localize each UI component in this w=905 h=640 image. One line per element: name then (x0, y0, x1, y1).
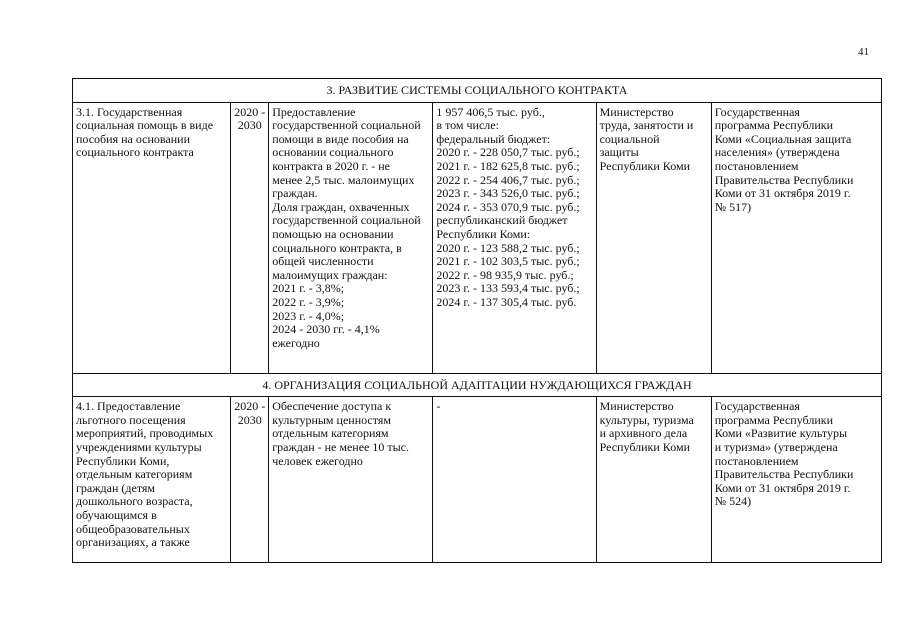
program-line: постановлением (714, 158, 799, 173)
funding-line: 2024 г. - 137 305,4 тыс. руб. (436, 294, 577, 309)
executor-cell (596, 397, 711, 563)
measure-line: мероприятий, проводимых (76, 426, 214, 441)
period-cell (231, 397, 269, 563)
program-line: постановлением (714, 453, 799, 468)
result-line: граждан. (272, 186, 318, 201)
executor-line: защиты (599, 145, 639, 160)
measure-line: социального контракта (76, 145, 194, 160)
program-line: и туризма» (утверждена (714, 439, 838, 454)
result-line: человек ежегодно (272, 453, 363, 468)
measure-line: 3.1. Государственная (76, 104, 183, 119)
result-line: Доля граждан, охваченных (272, 199, 410, 214)
result-line: менее 2,5 тыс. малоимущих (272, 172, 415, 187)
result-line: отдельным категориям (272, 426, 389, 441)
result-line: Обеспечение доступа к (272, 400, 392, 414)
measure-line: льготного посещения (76, 412, 186, 427)
measure-line: учреждениями культуры (76, 439, 202, 454)
funding-line: 1 957 406,5 тыс. руб., (436, 104, 545, 119)
funding-line: 2024 г. - 353 070,9 тыс. руб.; (436, 199, 580, 214)
table-row (73, 102, 882, 373)
result-line: граждан - не менее 10 тыс. (272, 439, 409, 454)
result-line: государственной социальной (272, 118, 421, 133)
funding-line: Республики Коми: (436, 226, 531, 241)
funding-line: 2020 г. - 123 588,2 тыс. руб.; (436, 240, 580, 255)
measure-cell (73, 102, 231, 373)
result-line: 2023 г. - 4,0%; (272, 308, 345, 323)
period-line: 2030 (237, 118, 262, 133)
result-line: малоимущих граждан: (272, 267, 388, 282)
executor-line: культуры, туризма (599, 412, 694, 427)
result-line: помощью на основании (272, 226, 394, 241)
program-line: Коми от 31 октября 2019 г. (714, 186, 851, 201)
program-line: Государственная (714, 400, 800, 414)
period-cell (231, 102, 269, 373)
program-line: Коми «Социальная защита (714, 131, 852, 146)
measure-line: организациях, а также (76, 535, 190, 550)
executor-line: труда, занятости и (599, 118, 694, 133)
result-line: социального контракта, в (272, 240, 402, 255)
measure-line: обучающимся в (76, 507, 157, 522)
result-line: государственной социальной (272, 213, 421, 228)
result-line: 2024 - 2030 гг. - 4,1% (272, 322, 380, 337)
executor-line: Республики Коми (599, 158, 690, 173)
program-line: Правительства Республики (714, 172, 854, 187)
funding-line: - (436, 400, 441, 414)
funding-line: федеральный бюджет: (436, 131, 551, 146)
result-line: общей численности (272, 254, 374, 269)
funding-cell (433, 397, 596, 563)
measure-line: Республики Коми, (76, 453, 170, 468)
executor-line: и архивного дела (599, 426, 688, 441)
result-line: 2022 г. - 3,9%; (272, 294, 345, 309)
program-line: программа Республики (714, 118, 834, 133)
executor-line: социальной (599, 131, 660, 146)
measure-cell (73, 397, 231, 563)
table-row (73, 397, 882, 563)
funding-line: республиканский бюджет (436, 213, 568, 228)
period-line: 2030 (237, 412, 262, 427)
funding-line: 2020 г. - 228 050,7 тыс. руб.; (436, 145, 580, 160)
executor-line: Министерство (599, 104, 674, 119)
section-title: 4. ОРГАНИЗАЦИЯ СОЦИАЛЬНОЙ АДАПТАЦИИ НУЖДАЮЩИХСЯ ГРАЖДАН (73, 373, 882, 397)
result-cell (269, 397, 433, 563)
funding-line: 2023 г. - 343 526,0 тыс. руб.; (436, 186, 580, 201)
result-line: помощи в виде пособия на (272, 131, 409, 146)
program-line: программа Республики (714, 412, 834, 427)
result-line: основании социального (272, 145, 394, 160)
funding-line: 2021 г. - 182 625,8 тыс. руб.; (436, 158, 580, 173)
executor-cell (596, 102, 711, 373)
executor-line: Республики Коми (599, 439, 690, 454)
result-line: ежегодно (272, 335, 320, 350)
funding-cell (433, 102, 596, 373)
funding-line: 2021 г. - 102 303,5 тыс. руб.; (436, 254, 580, 269)
measure-line: общеобразовательных (76, 521, 190, 536)
measure-line: 4.1. Предоставление (76, 400, 181, 414)
section-header-row (73, 79, 882, 103)
section-title: 3. РАЗВИТИЕ СИСТЕМЫ СОЦИАЛЬНОГО КОНТРАКТА (73, 79, 882, 103)
measure-line: дошкольного возраста, (76, 494, 193, 509)
result-line: контракта в 2020 г. - не (272, 158, 390, 173)
program-line: № 524) (714, 494, 752, 509)
program-line: Коми от 31 октября 2019 г. (714, 480, 851, 495)
measure-line: граждан (детям (76, 480, 156, 495)
program-line: Правительства Республики (714, 467, 854, 482)
plan-table (72, 78, 882, 563)
program-cell (711, 397, 881, 563)
result-line: культурным ценностям (272, 412, 391, 427)
program-line: № 517) (714, 199, 752, 214)
section-header-row (73, 373, 882, 397)
measure-line: отдельным категориям (76, 467, 193, 482)
result-line: Предоставление (272, 104, 356, 119)
program-cell (711, 102, 881, 373)
measure-line: пособия на основании (76, 131, 190, 146)
result-line: 2021 г. - 3,8%; (272, 281, 345, 296)
funding-line: в том числе: (436, 118, 499, 133)
funding-line: 2023 г. - 133 593,4 тыс. руб.; (436, 281, 580, 296)
result-cell (269, 102, 433, 373)
program-line: Коми «Развитие культуры (714, 426, 848, 441)
funding-line: 2022 г. - 98 935,9 тыс. руб.; (436, 267, 574, 282)
page-number: 41 (858, 46, 869, 58)
executor-line: Министерство (599, 400, 674, 414)
program-line: населения» (утверждена (714, 145, 840, 160)
period-line: 2020 - (234, 104, 266, 119)
program-line: Государственная (714, 104, 800, 119)
funding-line: 2022 г. - 254 406,7 тыс. руб.; (436, 172, 580, 187)
period-line: 2020 - (234, 400, 266, 414)
measure-line: социальная помощь в виде (76, 118, 214, 133)
